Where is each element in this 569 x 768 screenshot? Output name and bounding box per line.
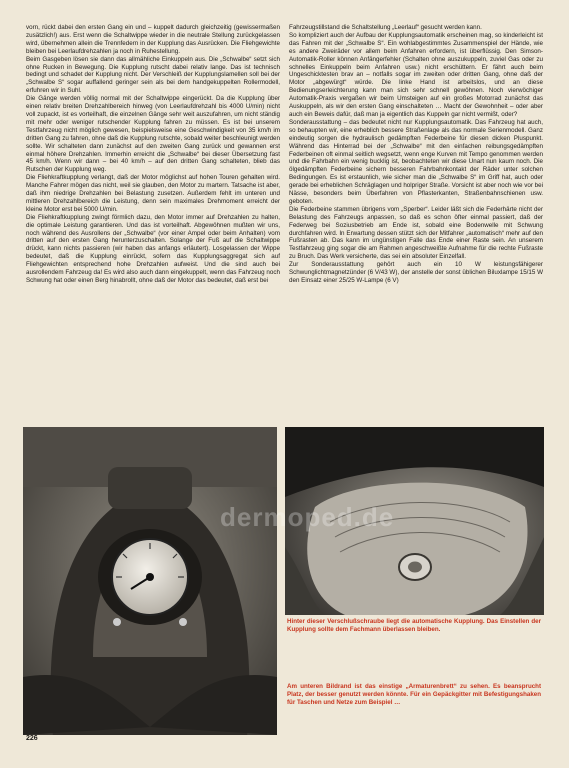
paragraph: So kompliziert auch der Aufbau der Kupplungsautomatik erscheinen mag, so kinderleicht ist das Fahren mit der „Schwalbe S“. Ein wohlabgestimmtes Zusammenspiel der Hände, wie es andere Zweiräder vor allem beim Anfahren erfordern, ist überflüssig. Den Simson-Automatik-Roller können Anfängerfehler (Schalten ohne auszukuppeln, zuviel Gas oder zu schnelles Einkuppeln beim Anfahren usw.) nicht erschüttern. Er fährt auch beim Ungeschicktesten brav an – notfalls sogar im zweiten oder dritten Gang, ohne daß der Motor „abgewürgt“ würde. Die linke Hand ist arbeitslos, und an diese Bedienungserleichterung kann man sich sehr schnell gewöhnen. Noch vierwöchiger Automatik-Praxis vergaßen wir beim Umsteigen auf ein großes Motorrad zunächst das Auskuppeln, als wir den ersten Gang einschalteten … Macht der Gewohnheit – oder aber auch ein Beweis dafür, daß man ja eigentlich das Kuppeln gar nicht vermißt, oder? <box>289 31 543 118</box>
left-text-column <box>26 24 280 285</box>
photo-caption-upper: Hinter dieser Verschlußschraube liegt die automatische Kupplung. Das Einstellen der Kupplung sollte dem Fachmann überlassen bleiben. <box>287 618 541 633</box>
paragraph: Die Fliehkraftkupplung zwingt förmlich dazu, den Motor immer auf Drehzahlen zu halten, die optimale Leistung garantieren. Und das ist vorteilhaft. Abgewöhnen mußten wir uns, noch während des Ausrollens der „Schwalbe“ (vor einer Ampel oder beim Anhalten) vom dritten auf den ersten Gang herunterzuschalten. Solange der Fuß auf die Schaltwippe drückt, kann nichts passieren (wir haben das anfangs erläutert). Losgelassen der Wippe bedeutet, daß die Kupplung einrückt, sofern das Kupplungsaggregat sich auf Fliehgewichten entsprechend hohe Drehzahlen aufweist. Und die sind auch bei ausrollendem Fahrzeug da! Es wird also auch dann eingekuppelt, wenn das Fahrzeug noch Schwung hat oder einen Berg hinabrollt, ohne daß der Motor das bedeutet, daß erst bei <box>26 213 280 284</box>
photo-caption-lower: Am unteren Bildrand ist das einstige „Armaturenbrett“ zu sehen. Es beansprucht Platz, der besser genutzt werden könnte. Für ein Gepäckgitter mit Befestigungshaken für Taschen und Netze zum Beispiel … <box>287 683 541 706</box>
speedometer-photo-illustration <box>23 427 277 735</box>
paragraph: Die Federbeine stammen übrigens vom „Sperber“. Leider läßt sich die Federhärte nicht der Belastung des Fahrzeugs anpassen, so daß es schon öfter einmal passiert, daß der Federweg bei Soziusbetrieb am Ende ist, sobald eine Bodenwelle mit Schwung durchfahren wird. In Erwartung dessen stützt sich der Mitfahrer „automatisch“ mehr auf den Fußrasten ab. Das kann im ungünstigen Falle das Ende einer Raste sein. An unserem Testfahrzeug ging sogar die am Rahmen angeschweißte Aufnahme für die rechte Fußraste zu Bruch. Das Werk versicherte, das sei ein absoluter Einzelfall. <box>289 205 543 261</box>
paragraph: vorn, rückt dabei den ersten Gang ein und – kuppelt dadurch gleichzeitig (gewissermaßen zusätzlich!) aus. Erst wenn die Schaltwippe wieder in die neutrale Stellung zurückgelassen wird, übernehmen allein die Trennfedern in der Kupplung das Ausrücken. Die Fliehgewichte bleiben bei Leerlaufdrehzahlen ja noch in Ruhestellung. <box>26 24 280 55</box>
paragraph: Zur Sonderausstattung gehört auch ein 10 W leistungsfähigerer Schwunglichtmagnetzünder (6 V/43 W), der anstelle der sonst üblichen Biluxlampe 15/15 W den Einsatz einer 25/25 W-Lampe (6 V) <box>289 261 543 284</box>
paragraph: Beim Gasgeben lösen sie dann das allmähliche Einkuppeln aus. Die „Schwalbe“ setzt sich ohne Rucken in Bewegung. Die Kupplung rutscht dabei relativ lange. Das ist technisch bedingt und schadet der Kupplung nicht. Der Verschleiß der Kupplungslamellen soll bei der „Schwalbe S“ sogar auffallend geringer sein als bei dem handgekuppelten Rollermodell, erfuhren wir in Suhl. <box>26 55 280 95</box>
paragraph: Die Gänge werden völlig normal mit der Schaltwippe eingerückt. Da die Kupplung über einen relativ breiten Drehzahlbereich hinweg (von Leerlaufdrehzahl bis 4000 U/min) nicht voll zupackt, ist es vorteilhaft, die einzelnen Gänge sehr weit auszufahren, um nicht ständig mit mehr oder weniger rutschender Kupplung fahren zu müssen. Es ist bei unserem Testfahrzeug nicht möglich gewesen, beispielsweise eine Geschwindigkeit von 35 km/h im dritten Gang zu fahren, ohne daß die Kupplung rutschte, sobald weiter beschleunigt werden sollte. Wir schalteten dann zunächst auf den zweiten Gang zurück und gewannen erst einmal höhere Drehzahlen. Immerhin erreicht die „Schwalbe“ bei dieser Übersetzung fast 45 km/h. Wenn wir dann – bei 40 km/h – auf den dritten Gang schalteten, blieb das Rutschen der Kupplung weg. <box>26 95 280 174</box>
speedometer-photo <box>23 427 277 735</box>
watermark-text: dermoped.de <box>220 502 395 532</box>
paragraph: Sonderausstattung – das bedeutet nicht nur Kupplungsautomatik. Das Fahrzeug hat auch, so behaupten wir, eine erheblich bessere Straßenlage als das normale Serienmodell. Ganz eindeutig sorgen die hydraulisch gedämpften Federbeine für diesen dicken Pluspunkt. Während das Hinterrad bei der „Schwalbe“ mit den einfachen reibungsgedämpften Federbeinen oft einmal seitlich wegsetzt, wenn enge Kurven mit Tempo genommen werden und die Fahrbahn ein wenig bucklig ist, beobachteten wir diese Unart nun kaum noch. Die ölgedämpften Federbeine sichern besseren Fahrbahnkontakt der Räder unter solchen Bedingungen. Es ist erstaunlich, wie sicher man die „Schwalbe S“ im Griff hat, auch oder gerade bei erheblichen Schräglagen und holpriger Straße. Vorsicht ist aber noch wie vor bei Nässe, besonders beim Überfahren von Pflasterkanten, Straßenbahnschienen usw. geboten. <box>289 118 543 205</box>
right-text-column <box>289 24 543 285</box>
paragraph: Die Fliehkraftkupplung verlangt, daß der Motor möglichst auf hohen Touren gehalten wird. Manche Fahrer mögen das nicht, weil sie glauben, den Motor zu martern. Tatsache ist aber, daß ihm niedrige Drehzahlen bei Belastung zusetzen. Außerdem fehlt im unteren und mittleren Drehzahlbereich die Leistung, denn sein maximales Drehmoment erreicht der kleine Motor erst bei 5000 U/min. <box>26 174 280 213</box>
paragraph: Fahrzeugstillstand die Schaltstellung „Leerlauf“ gesucht werden kann. <box>289 24 482 31</box>
page-number: 226 <box>26 735 38 742</box>
